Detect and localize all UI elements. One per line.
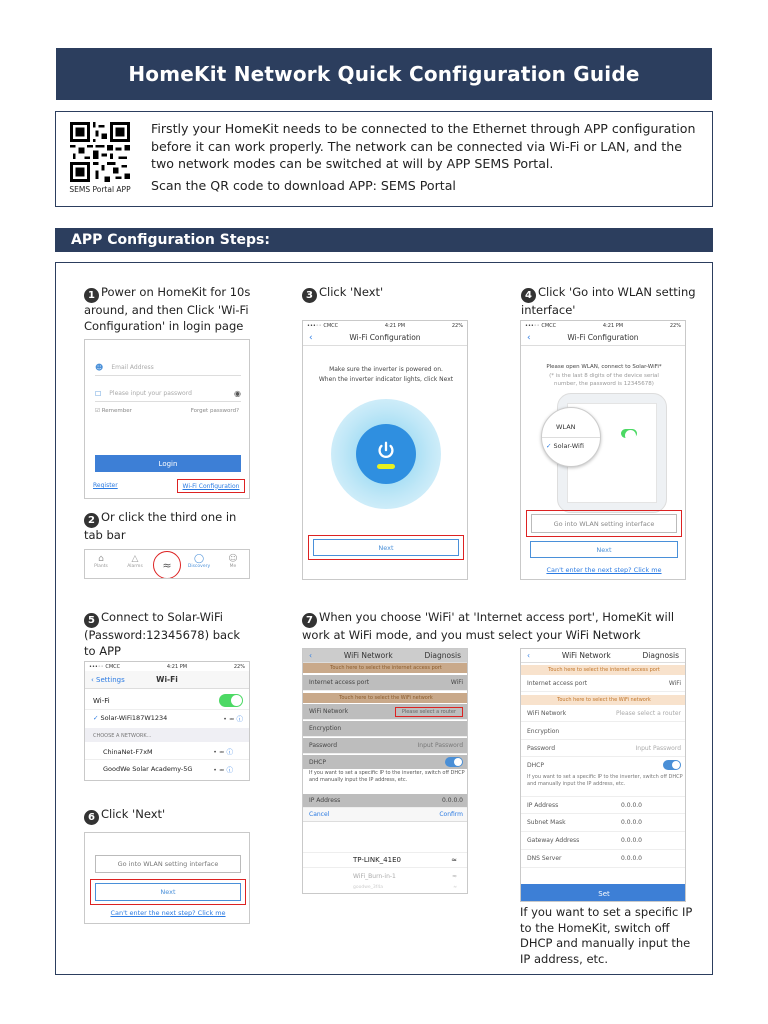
step-3-text: Click 'Next': [319, 285, 384, 299]
tab-plants[interactable]: ⌂ Plants: [94, 554, 108, 569]
qr-label: SEMS Portal APP: [69, 185, 131, 194]
remember-checkbox[interactable]: ☑ Remember: [95, 408, 132, 414]
step-5-number: 5: [84, 613, 99, 628]
port-row[interactable]: Internet access port WiFi: [303, 675, 468, 691]
encryption-row[interactable]: Encryption: [303, 721, 468, 737]
intro-paragraph: Firstly your HomeKit needs to be connected to the Ethernet through APP configuration before it can work properly. The network can be connected via Wi-Fi or LAN, and the two network modes can be switched at will by APP SEMS Portal.: [151, 121, 696, 171]
step-6-number: 6: [84, 810, 99, 825]
picker-network-1[interactable]: TP-LINK_41E0 ≈: [303, 852, 468, 868]
step-1-caption: [84, 285, 274, 334]
step-6-caption: [84, 807, 254, 825]
step-3-number: 3: [302, 288, 317, 303]
picker-network-2[interactable]: WiFi_Burn-in-1 ≈: [353, 872, 457, 880]
wlan-config-screen: [520, 320, 686, 580]
login-button[interactable]: Login: [95, 455, 241, 472]
status-bar-2: •••◦◦ CMCC 4:21 PM 22%: [525, 322, 681, 329]
step-2-caption: [84, 510, 254, 544]
forgot-link[interactable]: Forget password?: [190, 408, 239, 414]
network-row-2[interactable]: GoodWe Solar Academy-5G • ≈ ⓘ: [103, 765, 233, 774]
picker-network-3[interactable]: goodwe_3f4a ≈: [353, 884, 457, 890]
dns-row[interactable]: DNS Server 0.0.0.0: [521, 850, 686, 868]
wifi-row: Wi-Fi: [85, 692, 250, 710]
nav-bar-2: ‹ Wi-Fi Configuration: [521, 330, 685, 346]
go-wlan-button-2[interactable]: Go into WLAN setting interface: [95, 855, 241, 873]
tab-discovery[interactable]: ◯ Discovery: [187, 554, 211, 569]
back-icon-2[interactable]: ‹: [527, 332, 531, 343]
wlan-instructions: Please open WLAN, connect to Solar-WiFi* (* is the last 8 digits of the device serial number, the password is 12345678): [546, 364, 662, 387]
gateway-row[interactable]: Gateway Address 0.0.0.0: [521, 832, 686, 850]
password-field[interactable]: ☐ Please input your password ◉: [95, 386, 241, 402]
step-5-caption: [84, 610, 254, 659]
network-status-icons: • ≈ ⓘ: [223, 714, 243, 723]
ip-row-2[interactable]: IP Address 0.0.0.0: [521, 796, 686, 814]
dhcp-caption: If you want to set a specific IP to the HomeKit, switch off DHCP and manually input the IP address, etc.: [520, 905, 693, 966]
nav-bar-5: ‹ WiFi Network Diagnosis: [521, 649, 685, 663]
instructions: Make sure the inverter is powered on. When the inverter indicator lights, click Next: [318, 366, 454, 383]
next-button[interactable]: Next: [313, 539, 459, 556]
password-row-2[interactable]: Password Input Password: [521, 741, 686, 757]
intro-text: [151, 120, 706, 198]
back-icon[interactable]: ‹: [309, 332, 313, 343]
wlan-toggle: [621, 429, 637, 438]
next-highlight: [308, 535, 464, 560]
steps-title: APP Configuration Steps:: [55, 228, 713, 252]
eye-icon[interactable]: ◉: [234, 389, 241, 398]
confirm-button[interactable]: Confirm: [439, 811, 463, 818]
touch-wifi-banner-2: Touch here to select the WiFi network: [521, 695, 686, 705]
qr-code: [68, 122, 132, 182]
touch-port-banner: Touch here to select the internet access port: [303, 663, 468, 673]
status-bar-3: •••◦◦ CMCC 4:21 PM 22%: [89, 663, 245, 670]
tab-me[interactable]: ☺ Me: [228, 554, 238, 569]
wifi-config-screen: [302, 320, 468, 580]
nav-bar-4: ‹ WiFi Network Diagnosis: [303, 649, 467, 663]
tab-bar: [84, 549, 250, 579]
next-highlight-2: [90, 879, 246, 905]
step-1-number: 1: [84, 288, 99, 303]
wifi-network-row-2[interactable]: WiFi Network Please select a router: [521, 706, 686, 722]
cant-enter-link[interactable]: Can't enter the next step? Click me: [546, 566, 662, 574]
wifi-network-screen: [520, 648, 686, 902]
step-4-text: Click 'Go into WLAN setting interface': [521, 285, 696, 318]
wifi-network-dimmed-screen: [302, 648, 468, 894]
picker-toolbar: [303, 808, 468, 822]
step-2-text: Or click the third one in tab bar: [84, 510, 237, 543]
next-screen: [84, 832, 250, 924]
register-link[interactable]: Register: [93, 482, 118, 489]
cancel-button[interactable]: Cancel: [309, 811, 330, 818]
step-5-text: Connect to Solar-WiFi (Password:12345678) back to APP: [84, 610, 241, 658]
step-4-number: 4: [521, 288, 536, 303]
wifi-config-link[interactable]: Wi-Fi Configuration: [177, 479, 245, 493]
magnifier-bubble: WLAN ✓ Solar-Wifi: [541, 407, 601, 467]
step-2-number: 2: [84, 513, 99, 528]
wifi-signal-icon: ≈: [451, 856, 457, 864]
wifi-toggle[interactable]: [219, 694, 243, 707]
dhcp-toggle-2[interactable]: [663, 760, 681, 770]
next-button-2[interactable]: Next: [530, 541, 678, 558]
lock-icon: ☐: [95, 389, 102, 398]
dhcp-row-2: DHCP: [521, 758, 686, 772]
step-7-caption: [302, 610, 697, 644]
tab-alarms[interactable]: △ Alarms: [127, 554, 143, 569]
network-row-1[interactable]: ChinaNet-F7xM • ≈ ⓘ: [85, 744, 250, 760]
go-wlan-button[interactable]: Go into WLAN setting interface: [531, 514, 677, 533]
status-bar: •••◦◦ CMCC 4:21 PM 22%: [307, 322, 463, 329]
step-4-caption: [521, 285, 696, 319]
touch-wifi-banner: Touch here to select the WiFi network: [303, 693, 468, 703]
choose-network-label: CHOOSE A NETWORK...: [85, 728, 250, 742]
power-button-icon: [356, 424, 416, 484]
dhcp-toggle[interactable]: [445, 757, 463, 767]
encryption-row-2[interactable]: Encryption: [521, 724, 686, 740]
dhcp-note: If you want to set a specific IP to the inverter, switch off DHCP and manually input the IP address, etc.: [309, 770, 465, 783]
page-title: HomeKit Network Quick Configuration Guide: [56, 48, 712, 100]
intro-scan: Scan the QR code to download APP: SEMS Portal: [151, 177, 456, 193]
touch-port-banner-2: Touch here to select the internet access port: [521, 665, 686, 675]
ip-row[interactable]: IP Address 0.0.0.0: [303, 794, 468, 808]
nav-bar: ‹ Wi-Fi Configuration: [303, 330, 467, 346]
nav-bar-3: ‹ Settings Wi-Fi: [85, 671, 249, 689]
step-3-caption: [302, 285, 472, 303]
email-field[interactable]: ☻ Email Address: [95, 360, 241, 376]
connected-network[interactable]: ✓ Solar-WiFi187W1234 • ≈ ⓘ: [93, 714, 243, 723]
port-row-2[interactable]: Internet access port WiFi: [521, 676, 686, 692]
step-1-text: Power on HomeKit for 10s around, and then Click 'Wi-Fi Configuration' in login page: [84, 285, 251, 333]
ios-wifi-screen: [84, 661, 250, 781]
wifi-tab-icon[interactable]: ≈: [153, 551, 181, 579]
dhcp-row: DHCP: [303, 755, 468, 769]
step-7-number: 7: [302, 613, 317, 628]
set-button[interactable]: Set: [521, 884, 686, 902]
step-6-text: Click 'Next': [101, 807, 166, 821]
dhcp-note-2: If you want to set a specific IP to the inverter, switch off DHCP and manually input the IP address, etc.: [527, 774, 683, 787]
login-screen: [84, 339, 250, 499]
subnet-row[interactable]: Subnet Mask 0.0.0.0: [521, 814, 686, 832]
step-7-text: When you choose 'WiFi' at 'Internet access port', HomeKit will work at WiFi mode, and you must select your WiFi Network: [302, 610, 675, 643]
next-button-3[interactable]: Next: [95, 883, 241, 901]
password-row[interactable]: Password Input Password: [303, 738, 468, 754]
user-icon: ☻: [95, 363, 104, 372]
settings-back[interactable]: ‹ Settings: [91, 675, 125, 684]
intro-box: [55, 111, 713, 207]
wifi-network-row[interactable]: WiFi Network Please select a router: [303, 704, 468, 720]
cant-enter-link-2[interactable]: Can't enter the next step? Click me: [110, 909, 226, 917]
go-wlan-highlight: [526, 510, 682, 537]
